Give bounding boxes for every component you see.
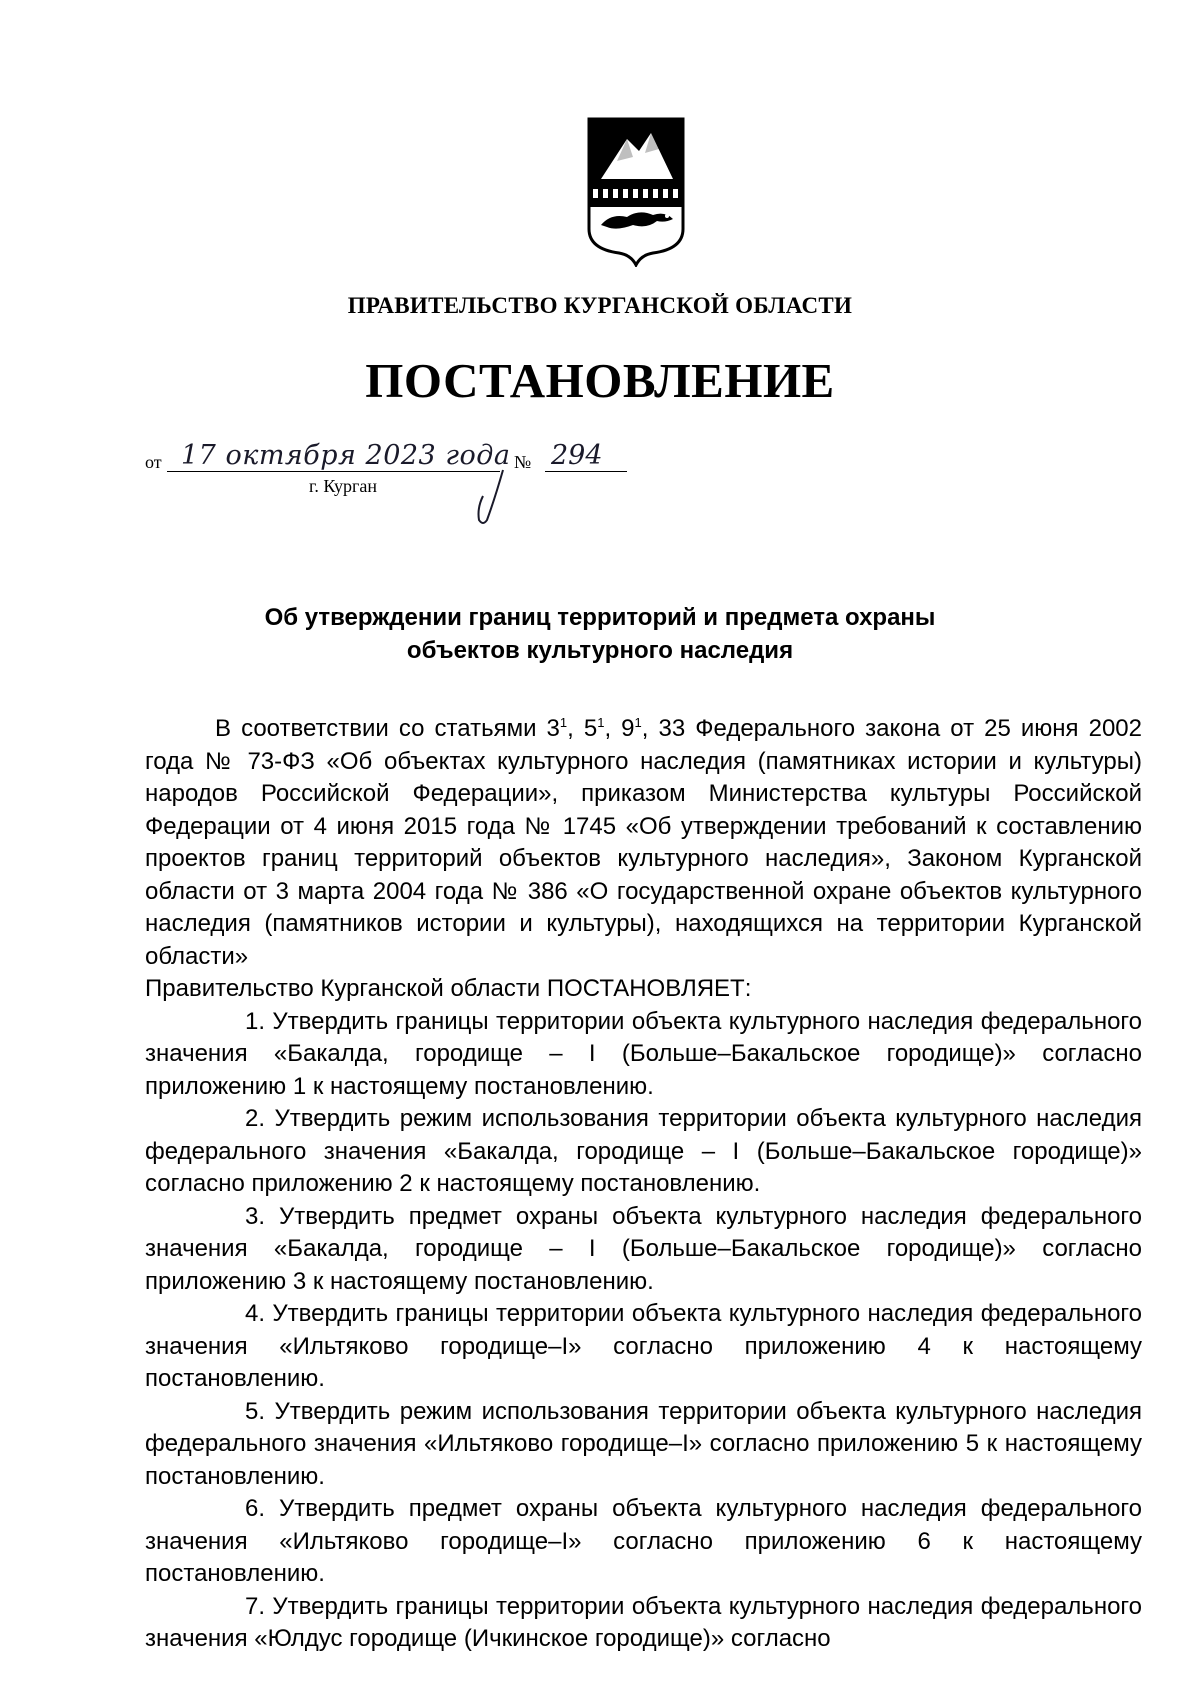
preamble-paragraph	[145, 713, 1142, 973]
title-line-2: объектов культурного наследия	[406, 637, 794, 664]
government-name: ПРАВИТЕЛЬСТВО КУРГАНСКОЙ ОБЛАСТИ	[347, 293, 853, 318]
superscript: 1	[559, 715, 568, 730]
title-line-1: Об утверждении границ территорий и предмета охраны	[264, 604, 936, 631]
document-type-heading: ПОСТАНОВЛЕНИЕ	[365, 353, 835, 408]
number-sign-label: №	[514, 452, 532, 472]
handwriting-stroke	[469, 468, 509, 528]
handwritten-number: 294	[551, 440, 603, 471]
resolution-item: 6. Утвердить предмет охраны объекта культурного наследия федерального значения «Ильтяково городище–I» согласно приложению 6 к настоящему постановлению.	[145, 1495, 1142, 1587]
date-prefix-label: от	[145, 452, 162, 472]
resolution-item: 4. Утвердить границы территории объекта культурного наследия федерального значения «Ильтяково городище–I» согласно приложению 4 к настоящему постановлению.	[145, 1300, 1142, 1392]
preamble-text: , 9	[604, 715, 635, 742]
superscript: 1	[597, 715, 605, 730]
resolution-item: 3. Утвердить предмет охраны объекта культурного наследия федерального значения «Бакалда, городище – I (Больше–Бакальское городище)» согласно приложению 3 к настоящему постановлению.	[145, 1202, 1142, 1295]
resolution-item: 5. Утвердить режим использования территории объекта культурного наследия федерального значения «Ильтяково городище–I» согласно приложению 5 к настоящему постановлению.	[145, 1397, 1142, 1490]
number-underline	[545, 471, 627, 472]
resolution-item: 7. Утвердить границы территории объекта культурного наследия федерального значения «Юлдус городище (Ичкинское городище)» согласно	[145, 1592, 1142, 1652]
resolution-item: 2. Утвердить режим использования территории объекта культурного наследия федерального значения «Бакалда, городище – I (Больше–Бакальское городище)» согласно приложению 2 к настоящему постановлению.	[145, 1105, 1142, 1197]
document-title	[0, 601, 1200, 667]
preamble-text: , 33 Федерального закона от 25 июня 2002 года № 73-ФЗ «Об объектах культурного наследия (памятниках истории и культуры) народов Российской Федерации», приказом Министерства культуры Российской Федерации от 4 июня 2015 года № 1745 «Об утверждении требований к составлению проектов границ территорий объектов культурного наследия», Законом Курганской области от 3 марта 2004 года № 386 «О государственной охране объектов культурного наследия (памятников истории и культуры), находящихся на территории Курганской области»	[145, 715, 1142, 970]
preamble-text: , 5	[567, 715, 598, 742]
city-label: г. Курган	[309, 476, 378, 496]
preamble-text: В соответствии со статьями 3	[215, 715, 560, 742]
document-body	[145, 713, 1142, 1656]
handwritten-date: 17 октября 2023 года	[181, 440, 511, 471]
document-requisites	[145, 440, 645, 508]
coat-of-arms-emblem	[587, 117, 685, 267]
resolution-item: 1. Утвердить границы территории объекта культурного наследия федерального значения «Бакалда, городище – I (Больше–Бакальское городище)» согласно приложению 1 к настоящему постановлению.	[145, 1007, 1142, 1100]
resolution-statement: Правительство Курганской области ПОСТАНОВЛЯЕТ:	[145, 975, 752, 1002]
superscript: 1	[634, 715, 642, 730]
date-underline	[167, 471, 500, 472]
